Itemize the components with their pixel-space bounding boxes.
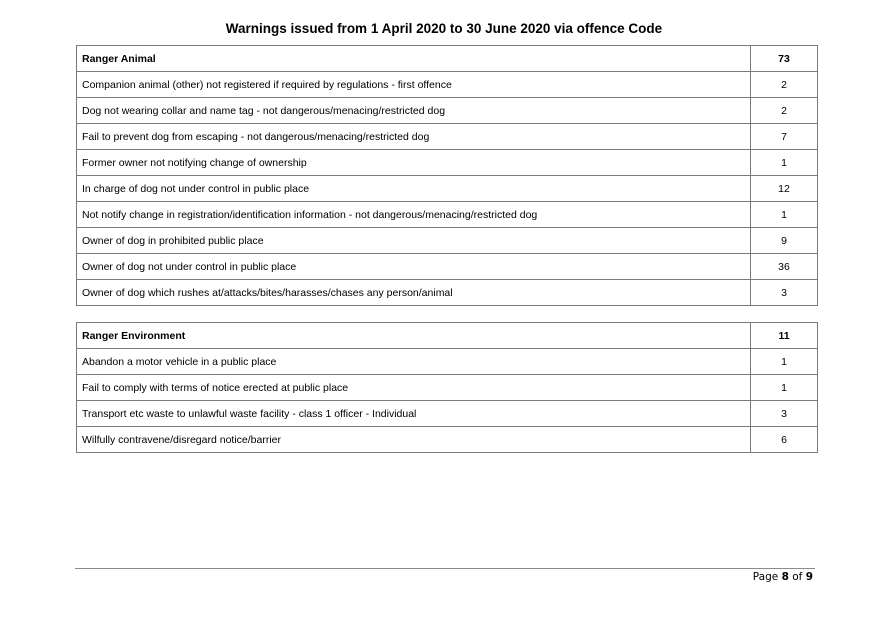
count-cell: 1: [751, 375, 818, 401]
table-row: [77, 124, 818, 150]
table-header-row: [77, 46, 818, 72]
table-row: [77, 98, 818, 124]
page-number: [753, 571, 813, 583]
offence-cell: Owner of dog which rushes at/attacks/bites/harasses/chases any person/animal: [77, 280, 751, 306]
offence-cell: Transport etc waste to unlawful waste facility - class 1 officer - Individual: [77, 401, 751, 427]
offence-cell: Fail to prevent dog from escaping - not dangerous/menacing/restricted dog: [77, 124, 751, 150]
table-row: [77, 72, 818, 98]
table-header-row: [77, 323, 818, 349]
offence-cell: Former owner not notifying change of ownership: [77, 150, 751, 176]
offence-cell: In charge of dog not under control in public place: [77, 176, 751, 202]
footer-divider: [75, 568, 815, 569]
table-row: [77, 427, 818, 453]
offence-cell: Abandon a motor vehicle in a public place: [77, 349, 751, 375]
count-cell: 2: [751, 98, 818, 124]
count-cell: 7: [751, 124, 818, 150]
ranger-animal-table: [76, 45, 818, 306]
ranger-environment-table: [76, 322, 818, 453]
table-row: [77, 280, 818, 306]
count-cell: 2: [751, 72, 818, 98]
table-total: 73: [751, 46, 818, 72]
offence-cell: Owner of dog in prohibited public place: [77, 228, 751, 254]
table-row: [77, 349, 818, 375]
count-cell: 6: [751, 427, 818, 453]
count-cell: 1: [751, 349, 818, 375]
table-row: [77, 176, 818, 202]
count-cell: 3: [751, 401, 818, 427]
count-cell: 1: [751, 150, 818, 176]
table-row: [77, 150, 818, 176]
table-row: [77, 254, 818, 280]
count-cell: 12: [751, 176, 818, 202]
page-word: Page: [752, 571, 779, 583]
offence-cell: Not notify change in registration/identification information - not dangerous/menacing/restricted dog: [77, 202, 751, 228]
table-heading: Ranger Animal: [77, 46, 751, 72]
table-row: [77, 202, 818, 228]
page-title: Warnings issued from 1 April 2020 to 30 June 2020 via offence Code: [225, 21, 663, 36]
page-total: 9: [805, 571, 813, 583]
count-cell: 3: [751, 280, 818, 306]
table-row: [77, 228, 818, 254]
page-current: 8: [781, 571, 789, 583]
offence-cell: Fail to comply with terms of notice erected at public place: [77, 375, 751, 401]
table-heading: Ranger Environment: [77, 323, 751, 349]
count-cell: 1: [751, 202, 818, 228]
offence-cell: Owner of dog not under control in public place: [77, 254, 751, 280]
table-row: [77, 401, 818, 427]
count-cell: 9: [751, 228, 818, 254]
count-cell: 36: [751, 254, 818, 280]
offence-cell: Wilfully contravene/disregard notice/barrier: [77, 427, 751, 453]
table-row: [77, 375, 818, 401]
offence-cell: Dog not wearing collar and name tag - not dangerous/menacing/restricted dog: [77, 98, 751, 124]
table-total: 11: [751, 323, 818, 349]
offence-cell: Companion animal (other) not registered if required by regulations - first offence: [77, 72, 751, 98]
of-word: of: [792, 571, 803, 583]
